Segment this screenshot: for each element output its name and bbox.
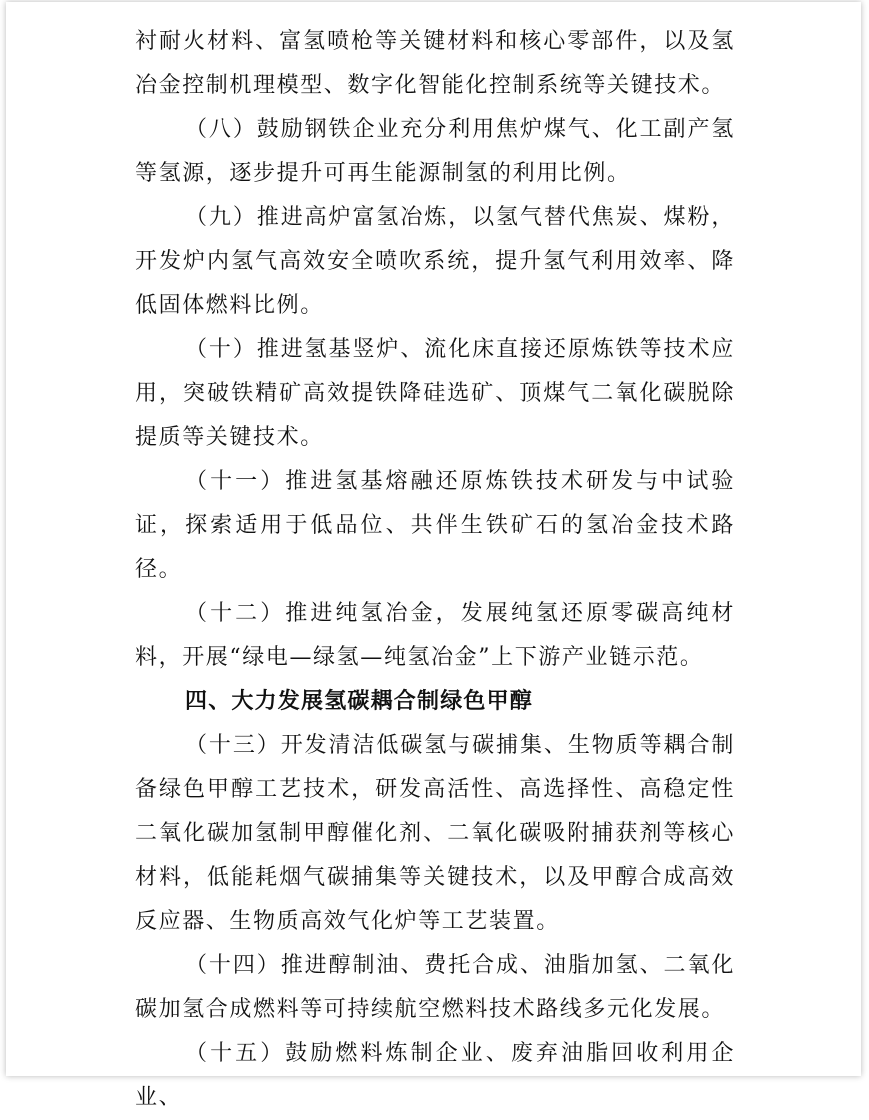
paragraph-text: （十一）推进氢基熔融还原炼铁技术研发与中试验证，探索适用于低品位、共伴生铁矿石的氢冶金技术路径。 xyxy=(135,469,735,582)
paragraph-12 xyxy=(135,592,735,680)
paragraph-10 xyxy=(135,328,735,460)
paragraph-continued xyxy=(135,20,735,108)
paragraph-9 xyxy=(135,196,735,328)
paragraph-13 xyxy=(135,724,735,944)
section-heading: 四、大力发展氢碳耦合制绿色甲醇 xyxy=(185,689,534,714)
document-body xyxy=(135,20,735,1120)
paragraph-text: （十四）推进醇制油、费托合成、油脂加氢、二氧化碳加氢合成燃料等可持续航空燃料技术路线多元化发展。 xyxy=(135,953,735,1022)
paragraph-text: （十三）开发清洁低碳氢与碳捕集、生物质等耦合制备绿色甲醇工艺技术，研发高活性、高选择性、高稳定性二氧化碳加氢制甲醇催化剂、二氧化碳吸附捕获剂等核心材料，低能耗烟气碳捕集等关键技术，以及甲醇合成高效反应器、生物质高效气化炉等工艺装置。 xyxy=(135,733,735,934)
paragraph-text: （十）推进氢基竖炉、流化床直接还原炼铁等技术应用，突破铁精矿高效提铁降硅选矿、顶煤气二氧化碳脱除提质等关键技术。 xyxy=(135,337,735,450)
paragraph-14 xyxy=(135,944,735,1032)
paragraph-text: （九）推进高炉富氢冶炼，以氢气替代焦炭、煤粉，开发炉内氢气高效安全喷吹系统，提升氢气利用效率、降低固体燃料比例。 xyxy=(135,205,735,318)
paragraph-text: （十五）鼓励燃料炼制企业、废弃油脂回收利用企业、 xyxy=(135,1041,735,1110)
paragraph-text: （十二）推进纯氢冶金，发展纯氢还原零碳高纯材料，开展“绿电—绿氢—纯氢冶金”上下游产业链示范。 xyxy=(135,601,735,670)
paragraph-8 xyxy=(135,108,735,196)
paragraph-text: 衬耐火材料、富氢喷枪等关键材料和核心零部件，以及氢冶金控制机理模型、数字化智能化控制系统等关键技术。 xyxy=(135,29,735,98)
paragraph-text: （八）鼓励钢铁企业充分利用焦炉煤气、化工副产氢等氢源，逐步提升可再生能源制氢的利用比例。 xyxy=(135,117,735,186)
paragraph-15 xyxy=(135,1032,735,1120)
paragraph-11 xyxy=(135,460,735,592)
document-page xyxy=(6,2,861,1110)
